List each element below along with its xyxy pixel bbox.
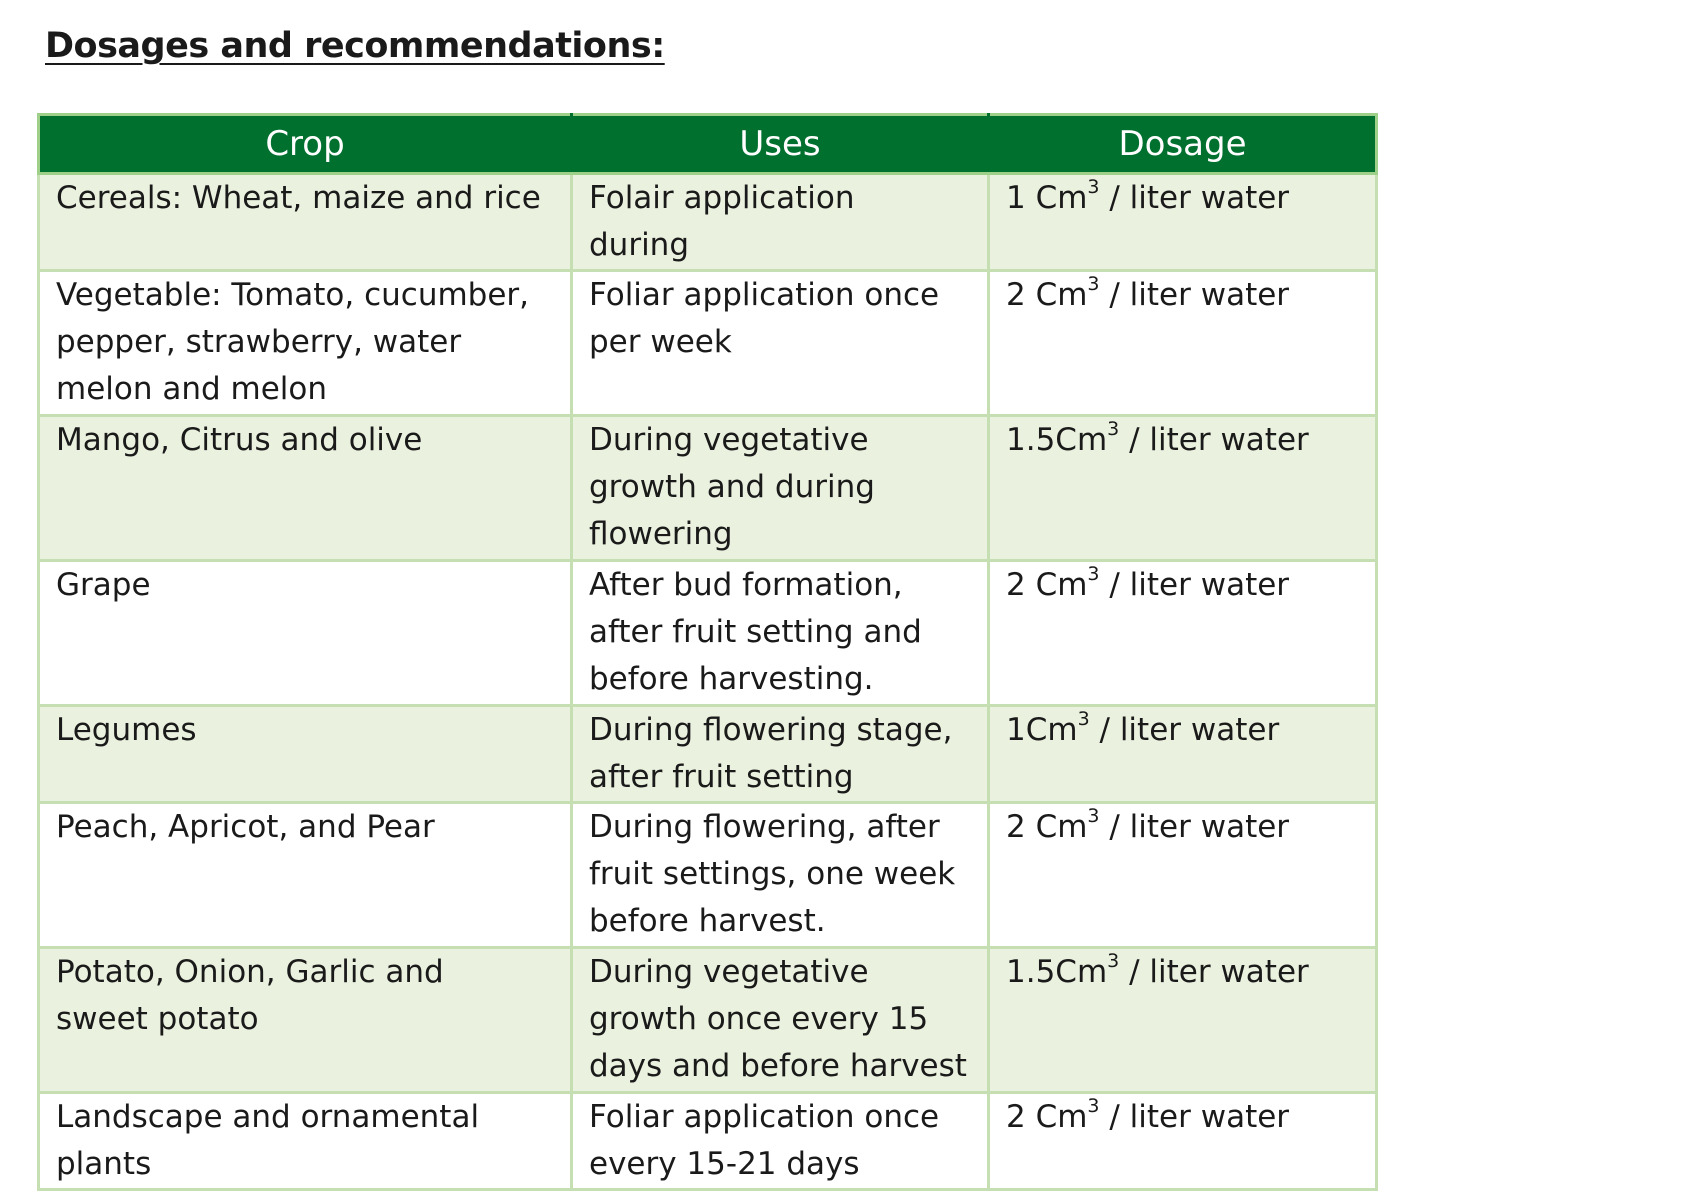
dosage-unit: / liter water: [1099, 1099, 1290, 1135]
dosage-amount: 2 Cm: [1006, 567, 1088, 603]
dosage-amount: 1.5Cm: [1006, 422, 1108, 458]
uses-cell: Foliar application once every 15-21 days: [572, 1093, 989, 1190]
dosage-unit: / liter water: [1099, 567, 1290, 603]
dosage-cell: [989, 561, 1377, 706]
table-row: [39, 416, 1377, 561]
dosage-exponent: 3: [1087, 562, 1100, 585]
dosage-cell: [989, 416, 1377, 561]
table-row: [39, 1093, 1377, 1190]
crop-cell: Landscape and ornamental plants: [39, 1093, 572, 1190]
dosage-exponent: 3: [1087, 804, 1100, 827]
dosage-unit: / liter water: [1089, 712, 1280, 748]
crop-cell: Peach, Apricot, and Pear: [39, 803, 572, 948]
dosage-exponent: 3: [1087, 1094, 1100, 1117]
crop-cell: Vegetable: Tomato, cucumber, pepper, strawberry, water melon and melon: [39, 271, 572, 416]
dosage-exponent: 3: [1087, 175, 1100, 198]
dosage-cell: [989, 706, 1377, 803]
table-row: [39, 706, 1377, 803]
uses-cell: Folair application during: [572, 174, 989, 271]
table-row: [39, 803, 1377, 948]
table-row: [39, 948, 1377, 1093]
dosage-table: [37, 113, 1378, 1191]
header-dosage: Dosage: [989, 115, 1377, 174]
dosage-cell: [989, 1093, 1377, 1190]
dosage-unit: / liter water: [1099, 277, 1290, 313]
dosage-amount: 1Cm: [1006, 712, 1078, 748]
page-title: Dosages and recommendations:: [45, 26, 665, 66]
uses-cell: During flowering, after fruit settings, one week before harvest.: [572, 803, 989, 948]
uses-cell: During flowering stage, after fruit setting: [572, 706, 989, 803]
uses-cell: After bud formation, after fruit setting and before harvesting.: [572, 561, 989, 706]
table-header-row: [39, 115, 1377, 174]
dosage-cell: [989, 271, 1377, 416]
dosage-cell: [989, 174, 1377, 271]
dosage-cell: [989, 803, 1377, 948]
uses-cell: Foliar application once per week: [572, 271, 989, 416]
dosage-unit: / liter water: [1119, 422, 1309, 458]
crop-cell: Potato, Onion, Garlic and sweet potato: [39, 948, 572, 1093]
dosage-exponent: 3: [1077, 707, 1090, 730]
uses-cell: During vegetative growth once every 15 days and before harvest: [572, 948, 989, 1093]
crop-cell: Cereals: Wheat, maize and rice: [39, 174, 572, 271]
dosage-unit: / liter water: [1119, 954, 1309, 990]
dosage-exponent: 3: [1107, 949, 1120, 972]
header-crop: Crop: [39, 115, 572, 174]
table-row: [39, 561, 1377, 706]
dosage-exponent: 3: [1107, 417, 1120, 440]
dosage-cell: [989, 948, 1377, 1093]
header-uses: Uses: [572, 115, 989, 174]
table-row: [39, 271, 1377, 416]
crop-cell: Grape: [39, 561, 572, 706]
dosage-exponent: 3: [1087, 272, 1100, 295]
dosage-amount: 1 Cm: [1006, 180, 1088, 216]
dosage-amount: 2 Cm: [1006, 277, 1088, 313]
dosage-unit: / liter water: [1099, 809, 1290, 845]
table-row: [39, 174, 1377, 271]
uses-cell: During vegetative growth and during flowering: [572, 416, 989, 561]
dosage-amount: 1.5Cm: [1006, 954, 1108, 990]
dosage-amount: 2 Cm: [1006, 809, 1088, 845]
dosage-amount: 2 Cm: [1006, 1099, 1088, 1135]
crop-cell: Mango, Citrus and olive: [39, 416, 572, 561]
dosage-unit: / liter water: [1099, 180, 1290, 216]
crop-cell: Legumes: [39, 706, 572, 803]
